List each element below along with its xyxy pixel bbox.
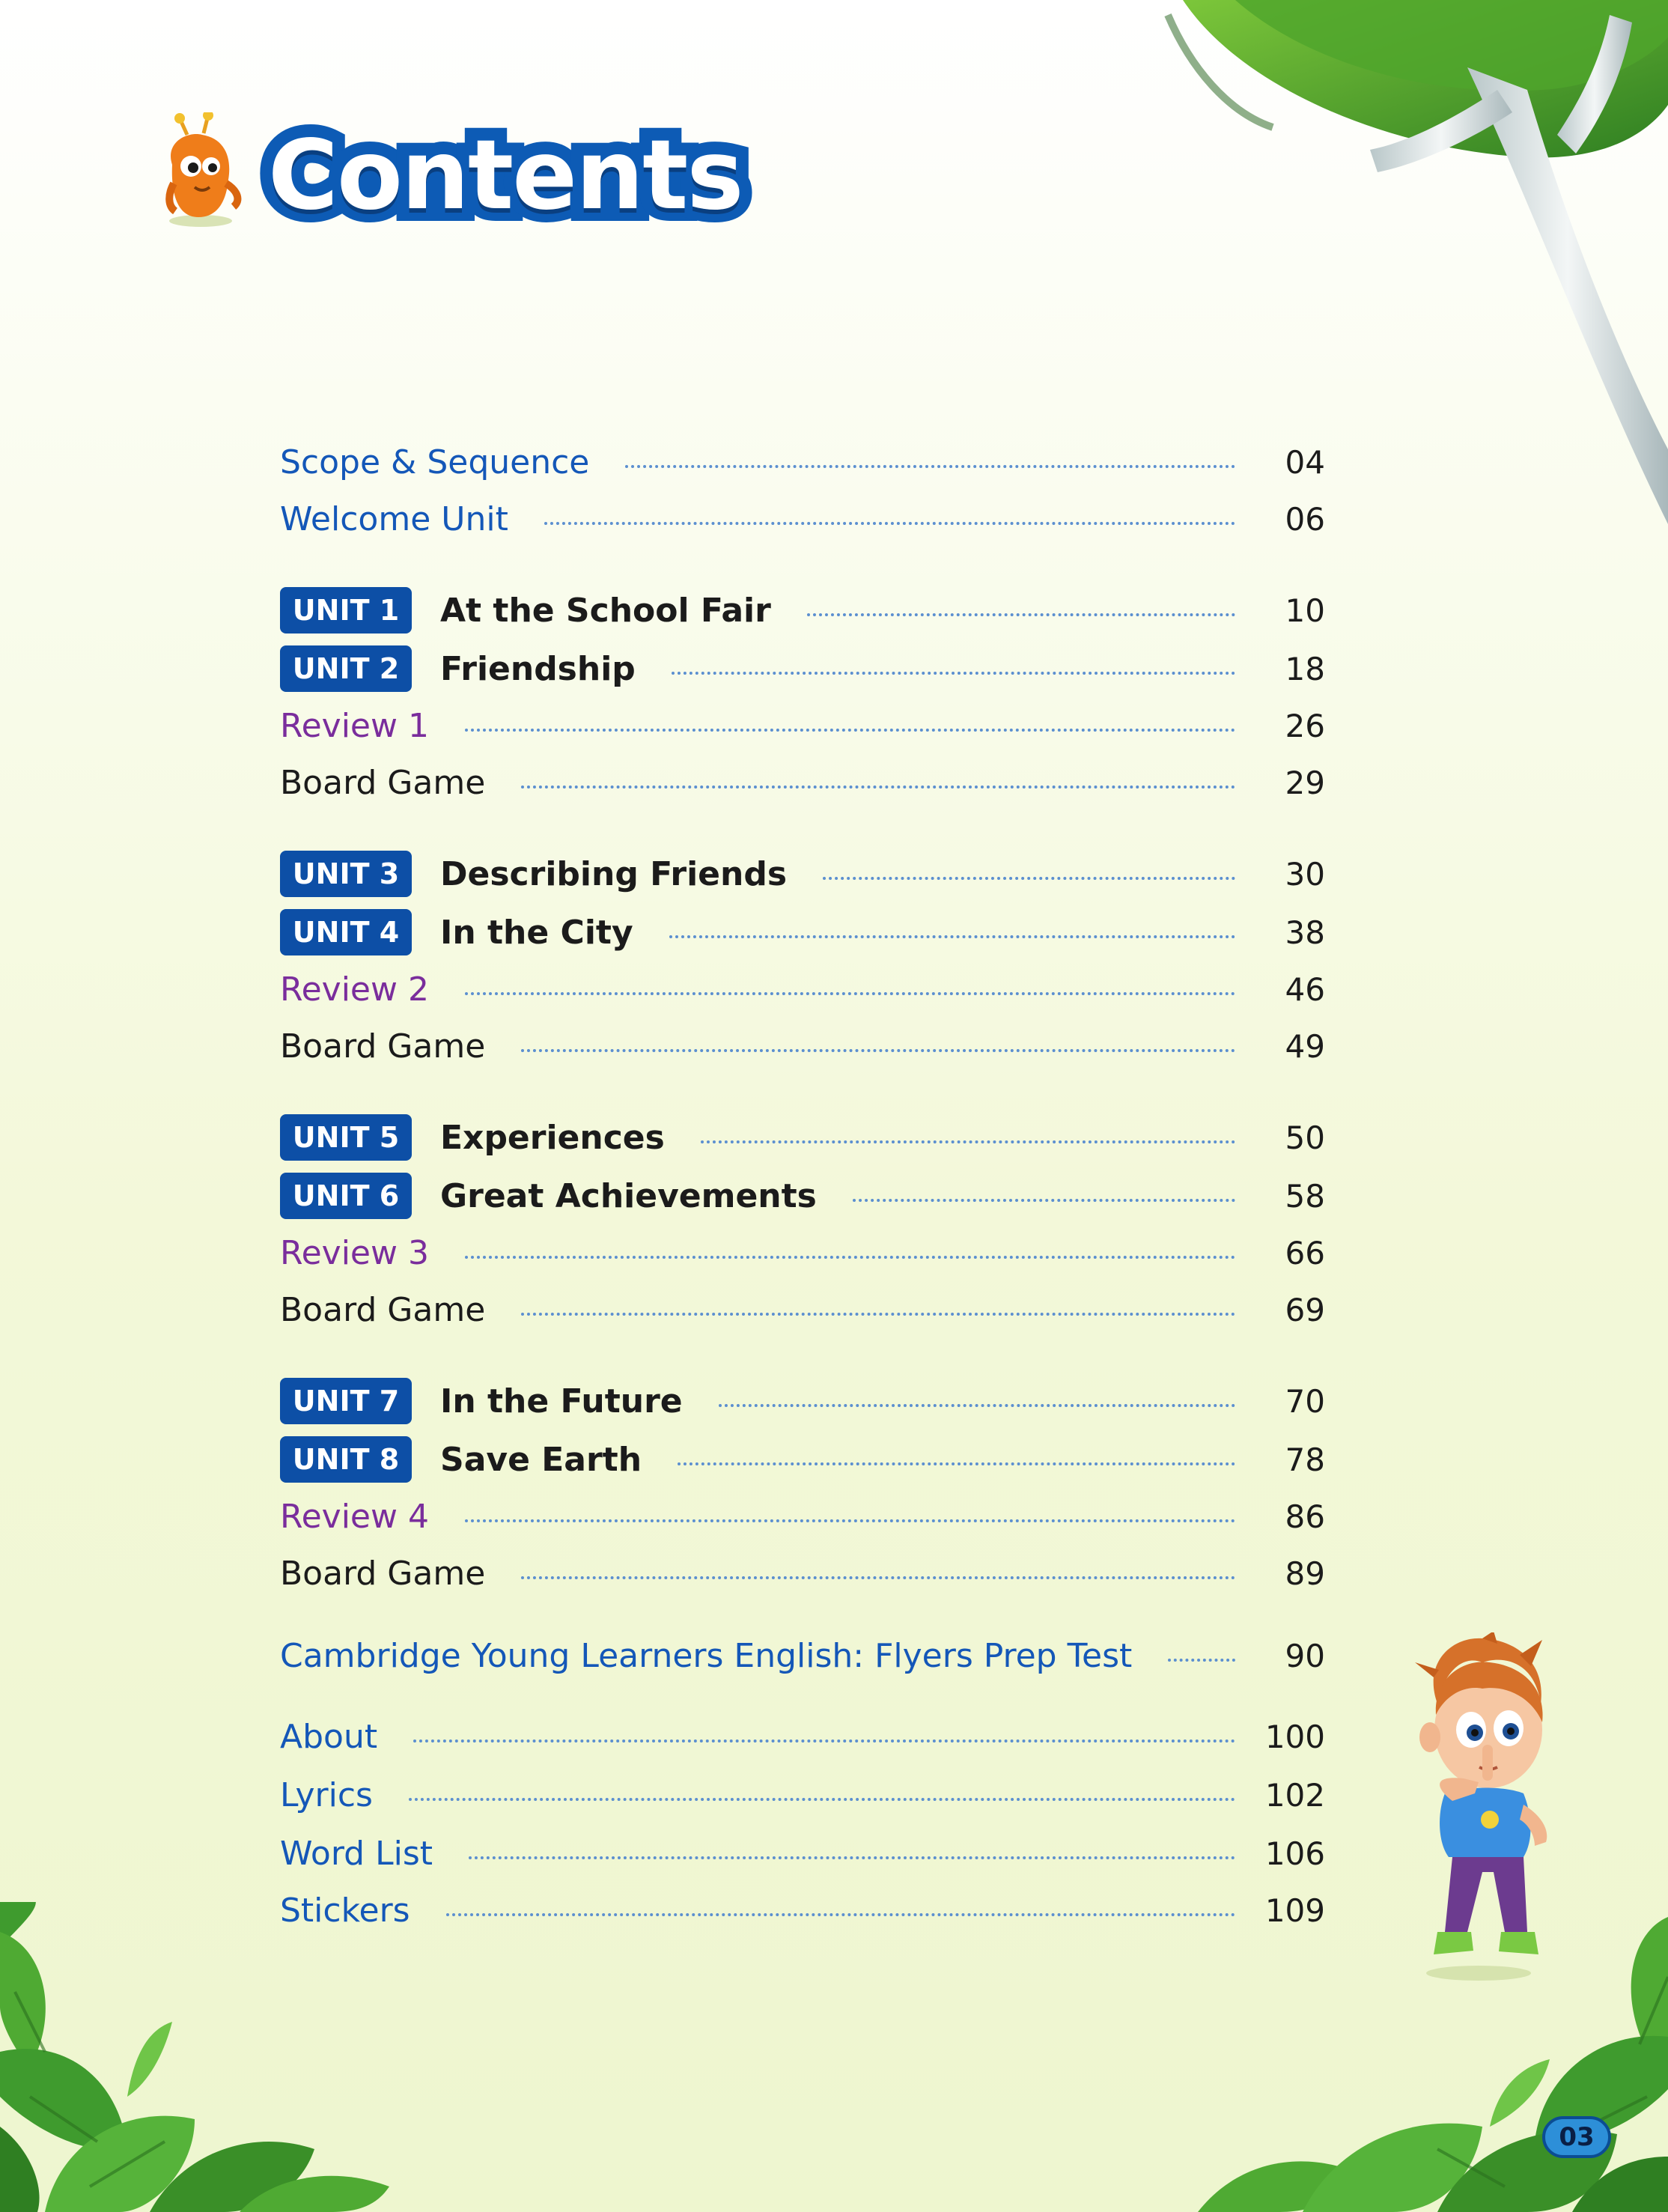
toc-page-number: 29 (1285, 764, 1325, 801)
contents-header (157, 112, 743, 240)
leader-dots (521, 1576, 1235, 1579)
toc-page-number: 58 (1285, 1177, 1325, 1215)
toc-entry-title: Review 1 (280, 706, 429, 745)
toc-page-number: 30 (1285, 855, 1325, 893)
toc-entry-title: Board Game (280, 763, 486, 802)
toc-page-number: 90 (1285, 1637, 1325, 1674)
toc-page-number: 66 (1285, 1234, 1325, 1271)
toc-entry-title: Board Game (280, 1027, 486, 1066)
toc-entry[interactable] (280, 1629, 1325, 1682)
leader-dots (446, 1913, 1235, 1916)
toc-entry[interactable] (280, 1827, 1325, 1880)
leader-dots (521, 786, 1235, 789)
leader-dots (625, 465, 1235, 468)
leader-dots (807, 613, 1235, 616)
toc-entry-title: Board Game (280, 1290, 486, 1329)
leader-dots (469, 1856, 1235, 1859)
toc-entry-title: Review 2 (280, 970, 429, 1009)
toc-entry-title: At the School Fair (440, 591, 771, 630)
orange-bug-mascot-icon (157, 112, 247, 232)
page-title: Contents (268, 120, 743, 231)
leader-dots (465, 992, 1235, 995)
toc-entry-title: Save Earth (440, 1440, 642, 1479)
toc-entry[interactable] (280, 436, 1325, 488)
toc-entry[interactable] (280, 493, 1325, 545)
toc-entry[interactable] (280, 699, 1325, 752)
toc-entry[interactable] (280, 642, 1325, 695)
toc-entry-title: Friendship (440, 649, 636, 688)
toc-entry-title: Word List (280, 1834, 433, 1873)
leader-dots (521, 1049, 1235, 1052)
leader-dots (678, 1462, 1235, 1465)
toc-entry[interactable] (280, 1710, 1325, 1763)
leader-dots (719, 1404, 1235, 1407)
leader-dots (544, 522, 1235, 525)
toc-entry-title: Describing Friends (440, 854, 788, 893)
toc-entry-title: Scope & Sequence (280, 443, 590, 481)
toc-entry[interactable] (280, 848, 1325, 900)
leader-dots (853, 1199, 1235, 1202)
toc-entry[interactable] (280, 1490, 1325, 1543)
leader-dots (669, 935, 1235, 938)
unit-badge: UNIT 4 (280, 909, 412, 955)
toc-page-number: 109 (1264, 1892, 1325, 1929)
toc-entry[interactable] (280, 1769, 1325, 1821)
toc-page-number: 89 (1285, 1555, 1325, 1592)
toc-entry-title: About (280, 1717, 378, 1756)
toc-page-number: 70 (1285, 1382, 1325, 1420)
toc-entry[interactable] (280, 756, 1325, 809)
toc-page-number: 46 (1285, 970, 1325, 1008)
toc-entry[interactable] (280, 1170, 1325, 1222)
toc-page-number: 102 (1264, 1776, 1325, 1814)
toc-page-number: 106 (1264, 1835, 1325, 1872)
toc-page-number: 38 (1285, 914, 1325, 951)
unit-badge: UNIT 5 (280, 1114, 412, 1161)
unit-badge: UNIT 3 (280, 851, 412, 897)
toc-page-number: 49 (1285, 1027, 1325, 1065)
leaves-icon (1168, 1902, 1668, 2212)
toc-page-number: 50 (1285, 1119, 1325, 1156)
toc-entry-title: Review 3 (280, 1233, 429, 1272)
toc-entry[interactable] (280, 1547, 1325, 1599)
toc-entry[interactable] (280, 1020, 1325, 1072)
toc-entry-title: In the City (440, 913, 633, 952)
toc-page-number: 10 (1285, 592, 1325, 629)
toc-entry-title: Cambridge Young Learners English: Flyers Prep Test (280, 1636, 1133, 1675)
toc-entry-title: Lyrics (280, 1775, 373, 1814)
toc-page-number: 69 (1285, 1291, 1325, 1328)
leader-dots (465, 1519, 1235, 1522)
toc-entry[interactable] (280, 963, 1325, 1015)
toc-page-number: 04 (1285, 443, 1325, 481)
toc-page-number: 26 (1285, 707, 1325, 744)
toc-page-number: 18 (1285, 650, 1325, 687)
toc-page-number: 100 (1264, 1718, 1325, 1755)
toc-entry[interactable] (280, 1283, 1325, 1336)
toc-entry-title: Board Game (280, 1554, 486, 1593)
leader-dots (409, 1798, 1235, 1801)
unit-badge: UNIT 1 (280, 587, 412, 633)
toc-entry-title: Review 4 (280, 1497, 429, 1536)
toc-entry[interactable] (280, 1433, 1325, 1486)
unit-badge: UNIT 2 (280, 645, 412, 692)
toc-entry[interactable] (280, 1375, 1325, 1427)
toc-page-number: 86 (1285, 1498, 1325, 1535)
leader-dots (521, 1313, 1235, 1316)
leader-dots (465, 729, 1235, 732)
toc-entry-title: Welcome Unit (280, 499, 508, 538)
toc-entry-title: In the Future (440, 1382, 683, 1421)
leader-dots (701, 1140, 1235, 1143)
leaves-icon (0, 1902, 419, 2212)
toc-page-number: 06 (1285, 500, 1325, 538)
unit-badge: UNIT 7 (280, 1378, 412, 1424)
unit-badge: UNIT 8 (280, 1436, 412, 1483)
toc-entry-title: Stickers (280, 1891, 410, 1930)
toc-entry[interactable] (280, 906, 1325, 958)
leader-dots (672, 672, 1235, 675)
toc-entry[interactable] (280, 1227, 1325, 1279)
leader-dots (465, 1256, 1235, 1259)
leader-dots (823, 877, 1235, 880)
unit-badge: UNIT 6 (280, 1173, 412, 1219)
leader-dots (1168, 1659, 1235, 1662)
toc-page-number: 78 (1285, 1441, 1325, 1478)
leader-dots (413, 1739, 1235, 1742)
toc-entry-title: Great Achievements (440, 1176, 817, 1215)
toc-entry-title: Experiences (440, 1118, 665, 1157)
page-number: 03 (1542, 2116, 1611, 2158)
toc-entry[interactable] (280, 584, 1325, 636)
toc-entry[interactable] (280, 1111, 1325, 1164)
